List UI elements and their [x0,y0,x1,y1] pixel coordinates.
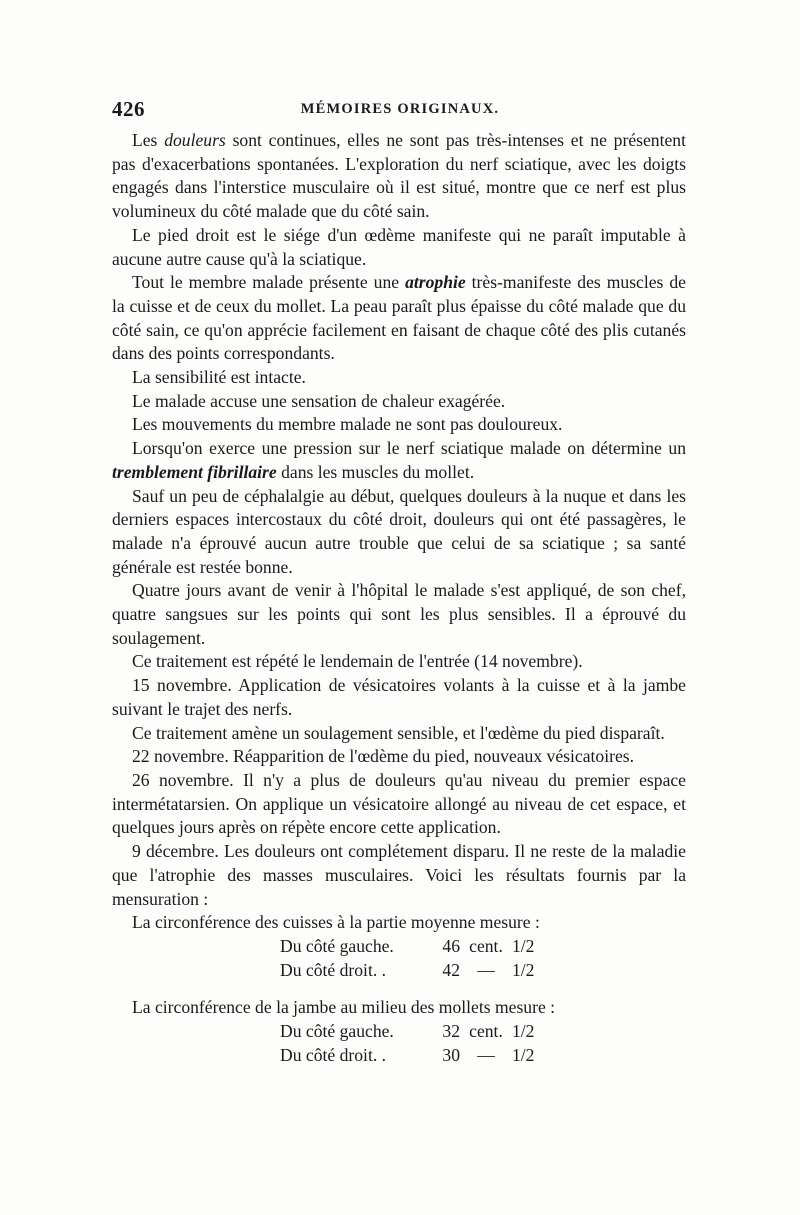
body-text [112,129,686,1067]
measurement-row [280,935,686,959]
measure-value: 30 [442,1044,460,1065]
measure-fraction: 1/2 [512,1044,535,1065]
running-head: MÉMOIRES ORIGINAUX. [300,101,500,117]
measure-side: Du côté gauche. [280,935,394,956]
measure-side: Du côté gauche. [280,1020,394,1041]
paragraph: Tout le membre malade présente une atrophie très-manifeste des muscles de la cuisse et de ceux du mollet. La peau paraît plus épaisse du côté malade que du côté sain, ce qu'on apprécie facilement en faisant de chaque côté des plis cutanés dans des points correspondants. [112,272,686,364]
paragraph: Ce traitement amène un soulagement sensible, et l'œdème du pied disparaît. [132,722,665,743]
measure-fraction: 1/2 [512,959,535,980]
paragraph: 22 novembre. Réapparition de l'œdème du pied, nouveaux vésicatoires. [132,746,634,767]
paragraph: Sauf un peu de céphalalgie au début, quelques douleurs à la nuque et dans les derniers espaces intercostaux du côté droit, douleurs qui ont été passagères, le malade n'a éprouvé aucun autre trouble que celui de sa sciatique ; sa santé générale est restée bonne. [112,485,686,577]
thigh-measurement-table [112,935,686,982]
measurement-row [280,1020,686,1044]
paragraph: Le pied droit est le siége d'un œdème manifeste qui ne paraît imputable à aucune autre cause qu'à la sciatique. [112,224,686,269]
paragraph: La circonférence de la jambe au milieu des mollets mesure : [132,997,556,1018]
paragraph: 9 décembre. Les douleurs ont complétement disparu. Il ne reste de la maladie que l'atrophie des masses musculaires. Voici les résultats fournis par la mensuration : [112,841,686,909]
paragraph: Ce traitement est répété le lendemain de l'entrée (14 novembre). [132,651,583,672]
emphasis: atrophie [405,272,466,293]
paragraph: La sensibilité est intacte. [132,367,306,388]
paragraph: La circonférence des cuisses à la partie moyenne mesure : [132,912,540,933]
measurement-row [280,959,686,983]
measure-fraction: 1/2 [512,1020,535,1041]
paragraph: Le malade accuse une sensation de chaleur exagérée. [132,390,506,411]
measure-unit: — [477,1044,495,1065]
measure-unit: — [477,959,495,980]
paragraph: 15 novembre. Application de vésicatoires volants à la cuisse et à la jambe suivant le trajet des nerfs. [112,675,686,719]
measure-value: 42 [442,959,460,980]
paragraph: Les mouvements du membre malade ne sont pas douloureux. [132,414,563,435]
measurement-row [280,1044,686,1068]
page-header [112,97,688,125]
measure-fraction: 1/2 [512,935,535,956]
page-number: 426 [112,97,145,121]
calf-measurement-table [112,1020,686,1067]
paragraph: Quatre jours avant de venir à l'hôpital le malade s'est appliqué, de son chef, quatre sangsues sur les points qui sont les plus sensibles. Il a éprouvé du soulagement. [112,580,686,648]
measure-unit: cent. [469,1020,503,1041]
measure-side: Du côté droit. . [280,959,387,980]
paragraph: Les douleurs sont continues, elles ne sont pas très-intenses et ne présentent pas d'exacerbations spontanées. L'exploration du nerf sciatique, avec les doigts engagés dans l'interstice musculaire où il est situé, montre que ce nerf est plus volumineux du côté malade que du côté sain. [112,130,686,222]
paragraph: Lorsqu'on exerce une pression sur le nerf sciatique malade on détermine un tremblement fibrillaire dans les muscles du mollet. [112,438,686,482]
measure-value: 46 [442,935,460,956]
emphasis: douleurs [164,130,226,150]
measure-side: Du côté droit. . [280,1044,387,1065]
spacer [112,982,686,996]
emphasis: tremblement fibrillaire [112,461,277,482]
measure-value: 32 [442,1020,460,1041]
measure-unit: cent. [469,935,503,956]
paragraph: 26 novembre. Il n'y a plus de douleurs qu'au niveau du premier espace intermétatarsien. On applique un vésicatoire allongé au niveau de cet espace, et quelques jours après on répète encore cette application. [112,769,686,838]
